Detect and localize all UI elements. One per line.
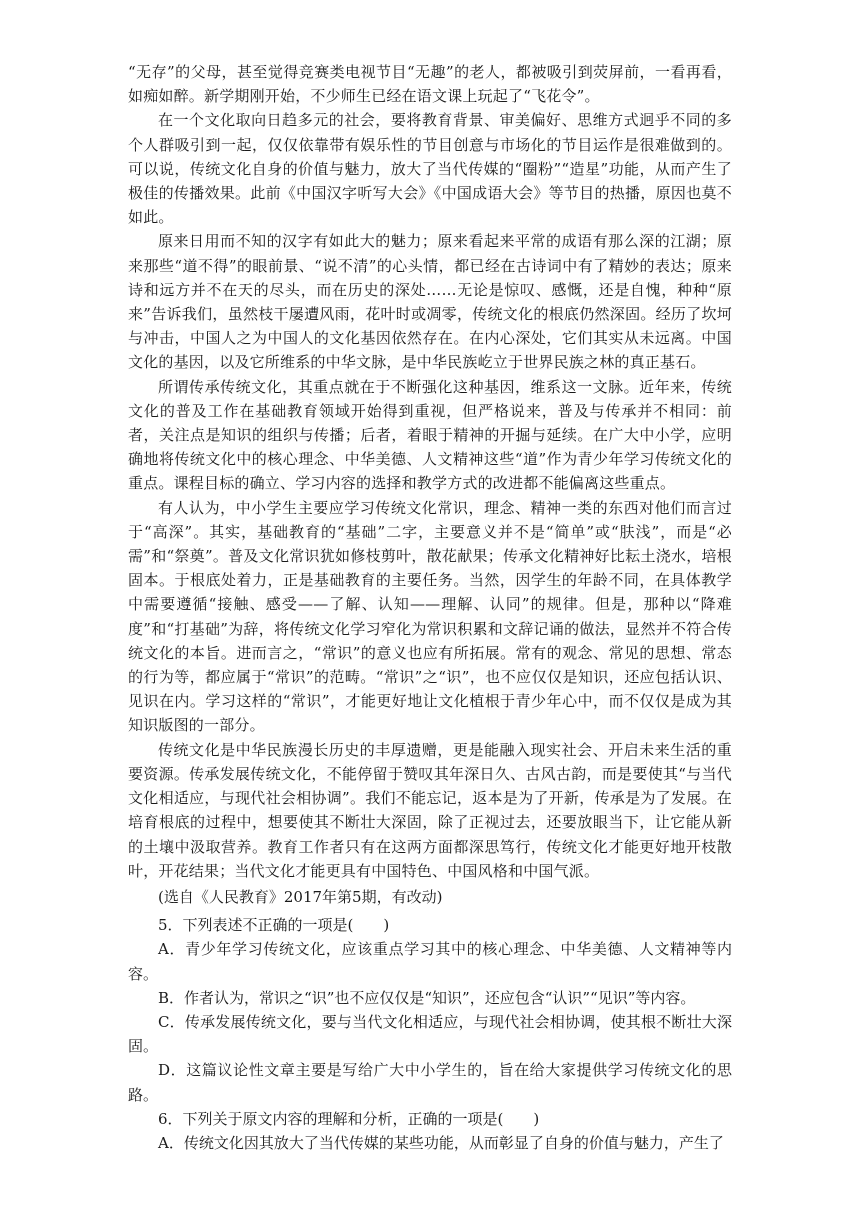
passage-paragraph: 有人认为，中小学生主要应学习传统文化常识，理念、精神一类的东西对他们而言过于“高深”。其实，基础教育的“基础”二字，主要意义并不是“简单”或“肤浅”，而是“必需”和“祭奠”。普及文化常识犹如修枝剪叶，散花献果；传承文化精神好比耘土浇水，培根固本。于根底处着力，正是基础教育的主要任务。当然，因学生的年龄不同，在具体教学中需要遵循“接触、感受——了解、认知——理解、认同”的规律。但是，那种以“降难度”和“打基础”为辞，将传统文化学习窄化为常识积累和文辞记诵的做法，显然并不符合传统文化的本旨。进而言之，“常识”的意义也应有所拓展。常有的观念、常见的思想、常态的行为等，都应属于“常识”的范畴。“常识”之“识”，也不应仅仅是知识，还应包括认识、见识在内。学习这样的“常识”，才能更好地让文化植根于青少年心中，而不仅仅是成为其知识版图的一部分。 — [128, 498, 732, 735]
option-c: C．传承发展传统文化，要与当代文化相适应，与现代社会相协调，使其根不断壮大深固。 — [128, 1012, 732, 1056]
question-5 — [128, 913, 732, 1107]
option-a: A．青少年学习传统文化，应该重点学习其中的核心理念、中华美德、人文精神等内容。 — [128, 940, 732, 983]
question-stem: 5．下列表述不正确的一项是( ) — [158, 916, 390, 935]
passage-paragraph: 在一个文化取向日趋多元的社会，要将教育背景、审美偏好、思维方式迥乎不同的多个人群吸引到一起，仅仅依靠带有娱乐性的节目创意与市场化的节目运作是很难做到的。可以说，传统文化自身的价值与魅力，放大了当代传媒的“圈粉”“造星”功能，从而产生了极佳的传播效果。此前《中国汉字听写大会》《中国成语大会》等节目的热播，原因也莫不如此。 — [128, 111, 732, 227]
option-b: B．作者认为，常识之“识”也不应仅仅是“知识”，还应包含“认识”“见识”等内容。 — [158, 988, 696, 1007]
document-body — [128, 60, 732, 1155]
option-d: D．这篇议论性文章主要是写给广大中小学生的，旨在给大家提供学习传统文化的思路。 — [128, 1061, 732, 1104]
question-6 — [128, 1107, 732, 1155]
question-stem: 6．下列关于原文内容的理解和分析，正确的一项是( ) — [158, 1109, 540, 1128]
passage-paragraph: 所谓传承传统文化，其重点就在于不断强化这种基因，维系这一文脉。近年来，传统文化的普及工作在基础教育领域开始得到重视，但严格说来，普及与传承并不相同：前者，关注点是知识的组织与传播；后者，着眼于精神的开掘与延续。在广大中小学，应明确地将传统文化中的核心理念、中华美德、人文精神这些“道”作为青少年学习传统文化的重点。课程目标的确立、学习内容的选择和教学方式的改进都不能偏离这些重点。 — [128, 377, 732, 493]
passage-paragraph: “无存”的父母，甚至觉得竞赛类电视节目“无趣”的老人，都被吸引到荧屏前，一看再看，如痴如醉。新学期刚开始，不少师生已经在语文课上玩起了“飞花令”。 — [128, 63, 732, 106]
option-a: A．传统文化因其放大了当代传媒的某些功能，从而彰显了自身的价值与魅力，产生了 — [158, 1133, 724, 1152]
passage-paragraph: 原来日用而不知的汉字有如此大的魅力；原来看起来平常的成语有那么深的江湖；原来那些“道不得”的眼前景、“说不清”的心头情，都已经在古诗词中有了精妙的表达；原来诗和远方并不在天的尽头，而在历史的深处……无论是惊叹、感慨，还是自愧，种种“原来”告诉我们，虽然枝干屡遭风雨，花叶时或凋零，传统文化的根底仍然深固。经历了坎坷与冲击，中国人之为中国人的文化基因依然存在。在内心深处，它们其实从未远离。中国文化的基因，以及它所维系的中华文脉，是中华民族屹立于世界民族之林的真正基石。 — [128, 232, 732, 372]
source-citation: (选自《人民教育》2017年第5期，有改动) — [158, 887, 443, 906]
passage-paragraph: 传统文化是中华民族漫长历史的丰厚遗赠，更是能融入现实社会、开启未来生活的重要资源。传承发展传统文化，不能停留于赞叹其年深日久、古风古韵，而是要使其“与当代文化相适应，与现代社会相协调”。我们不能忘记，返本是为了开新，传承是为了发展。在培育根底的过程中，想要使其不断壮大深固，除了正视过去，还要放眼当下，让它能从新的土壤中汲取营养。教育工作者只有在这两方面都深思笃行，传统文化才能更好地开枝散叶，开花结果；当代文化才能更具有中国特色、中国风格和中国气派。 — [128, 740, 732, 880]
